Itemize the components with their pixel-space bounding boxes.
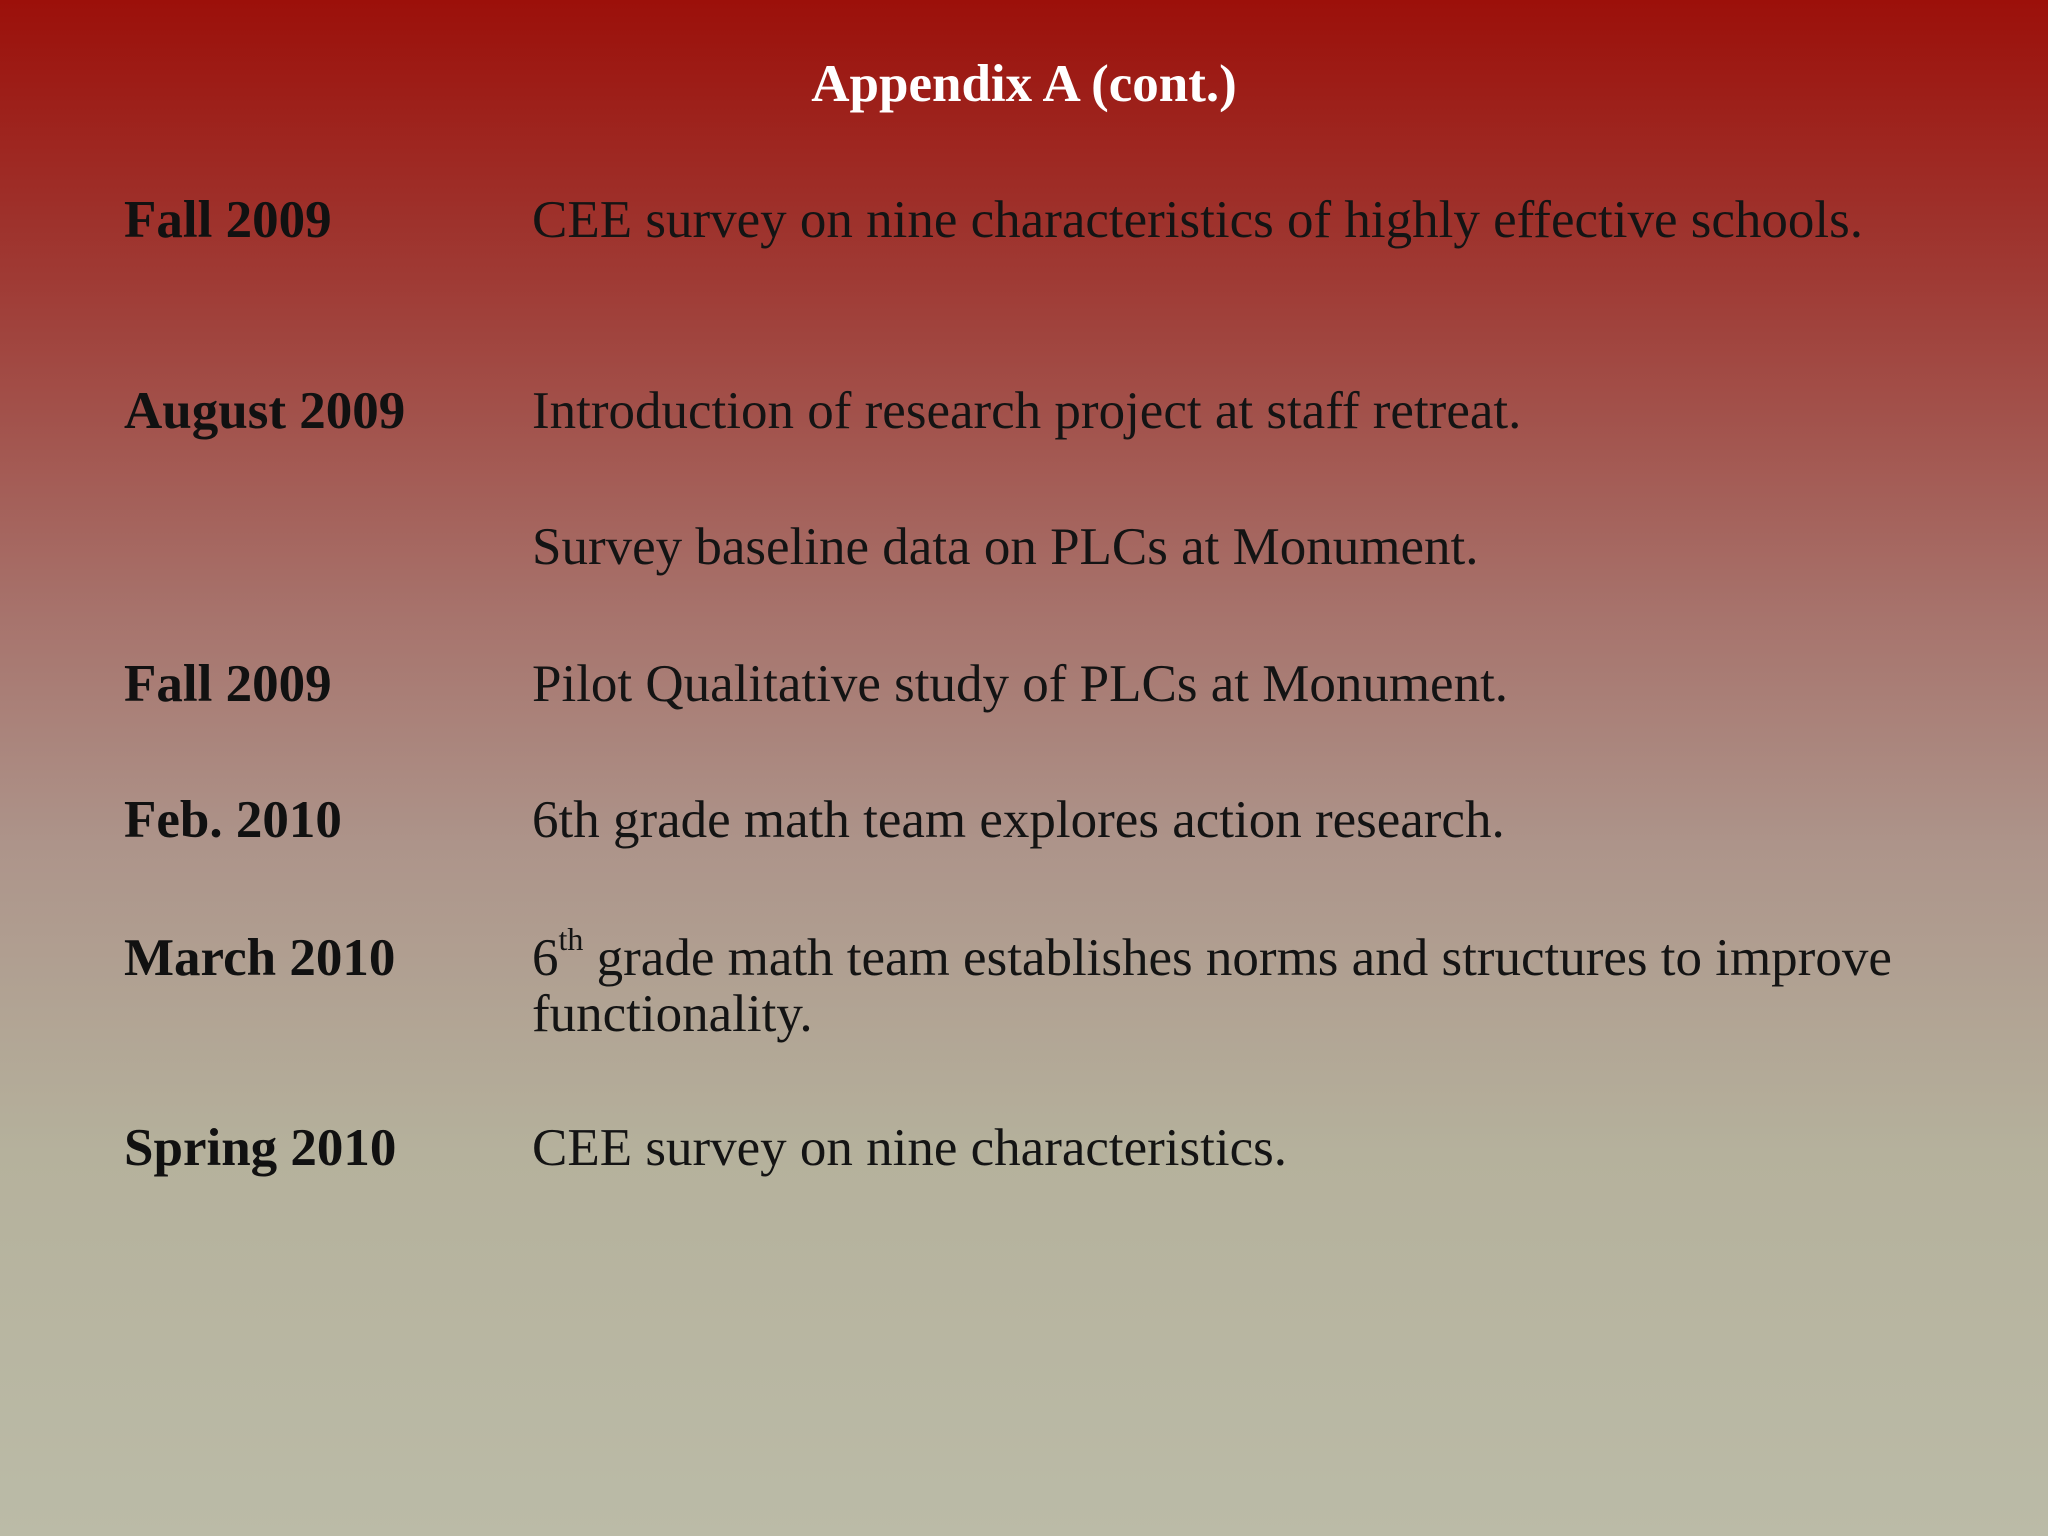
entry-description: CEE survey on nine characteristics of highly effective schools. [532, 191, 1863, 249]
entry-date: August 2009 [124, 382, 406, 440]
entry-description: Pilot Qualitative study of PLCs at Monument. [532, 655, 1509, 713]
entry-date: Fall 2009 [124, 655, 332, 713]
ordinal-suffix: th [558, 921, 584, 958]
entry-description: Introduction of research project at staff retreat. [532, 382, 1522, 440]
entry-date: Fall 2009 [124, 191, 332, 249]
entry-description-text: grade math team establishes norms and structures to improve functionality. [532, 929, 1892, 1043]
entry-date: Feb. 2010 [124, 791, 342, 849]
ordinal-number: 6 [532, 929, 559, 987]
entry-description: Survey baseline data on PLCs at Monument. [532, 518, 1479, 576]
entry-date: Spring 2010 [124, 1119, 397, 1177]
entry-description: CEE survey on nine characteristics. [532, 1119, 1287, 1177]
entry-description: 6th grade math team explores action research. [532, 791, 1505, 849]
entry-description [532, 921, 1932, 1043]
slide-title: Appendix A (cont.) [811, 55, 1237, 113]
entry-date: March 2010 [124, 929, 396, 987]
